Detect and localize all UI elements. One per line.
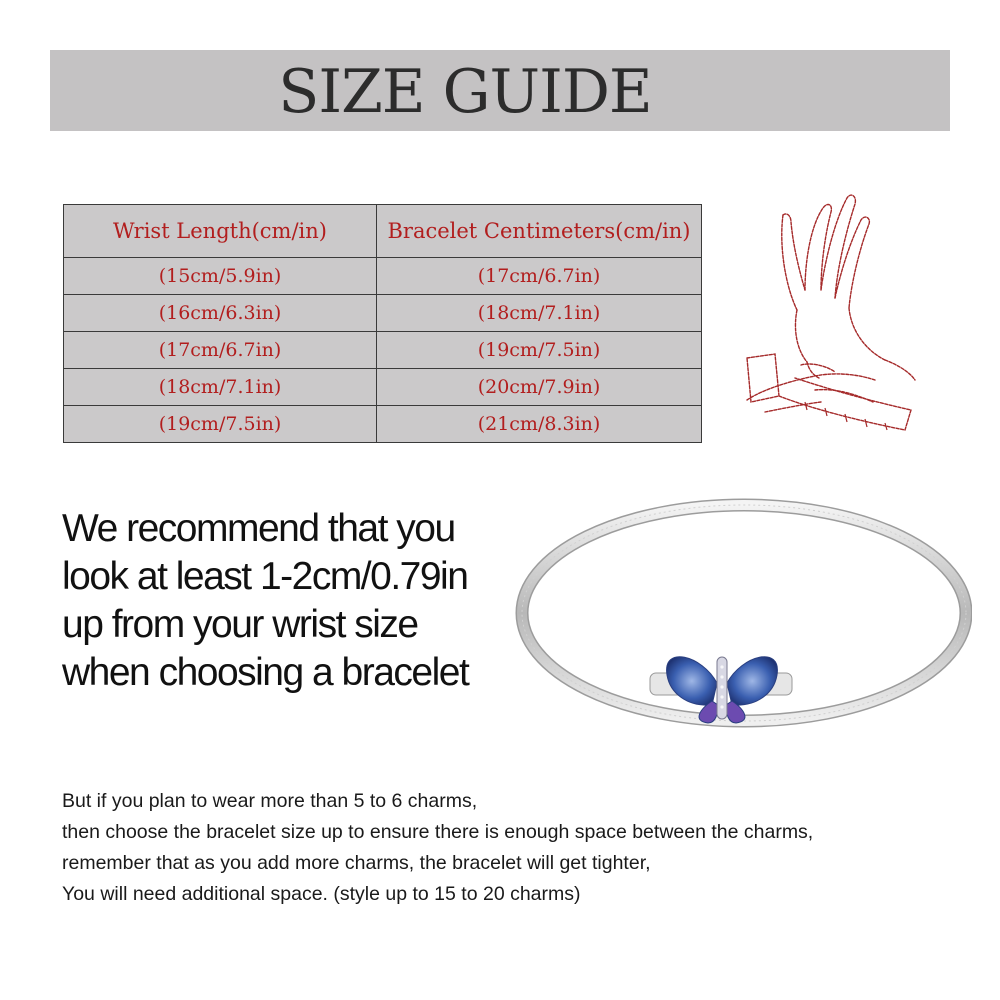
wrist-cell: (19cm/7.5in) [64, 406, 377, 443]
page-title: SIZE GUIDE [278, 57, 652, 127]
butterfly-bracelet-icon [512, 495, 972, 765]
recommendation-line: when choosing a bracelet [62, 651, 469, 694]
recommendation-line: up from your wrist size [62, 603, 418, 646]
title-banner [50, 50, 950, 131]
column-header-wrist: Wrist Length(cm/in) [64, 205, 377, 258]
bracelet-cell: (19cm/7.5in) [377, 332, 702, 369]
table-row [64, 295, 702, 332]
bracelet-cell: (21cm/8.3in) [377, 406, 702, 443]
recommendation-line: look at least 1-2cm/0.79in [62, 555, 468, 598]
table-row [64, 369, 702, 406]
charm-notes [62, 786, 962, 910]
bracelet-cell: (20cm/7.9in) [377, 369, 702, 406]
bracelet-cell: (18cm/7.1in) [377, 295, 702, 332]
size-table [63, 204, 702, 443]
table-row [64, 406, 702, 443]
recommendation-line: We recommend that you [62, 507, 455, 550]
note-line: But if you plan to wear more than 5 to 6 charms, [62, 790, 478, 812]
table-row [64, 332, 702, 369]
wrist-cell: (18cm/7.1in) [64, 369, 377, 406]
hand-measuring-wrist-icon [735, 190, 925, 470]
table-header-row [64, 205, 702, 258]
note-line: then choose the bracelet size up to ensure there is enough space between the charms, [62, 821, 814, 843]
note-line: remember that as you add more charms, the bracelet will get tighter, [62, 852, 651, 874]
wrist-cell: (17cm/6.7in) [64, 332, 377, 369]
column-header-bracelet: Bracelet Centimeters(cm/in) [377, 205, 702, 258]
note-line: You will need additional space. (style up to 15 to 20 charms) [62, 883, 581, 905]
wrist-cell: (15cm/5.9in) [64, 258, 377, 295]
table-row [64, 258, 702, 295]
bracelet-cell: (17cm/6.7in) [377, 258, 702, 295]
recommendation-text [62, 505, 512, 697]
wrist-cell: (16cm/6.3in) [64, 295, 377, 332]
